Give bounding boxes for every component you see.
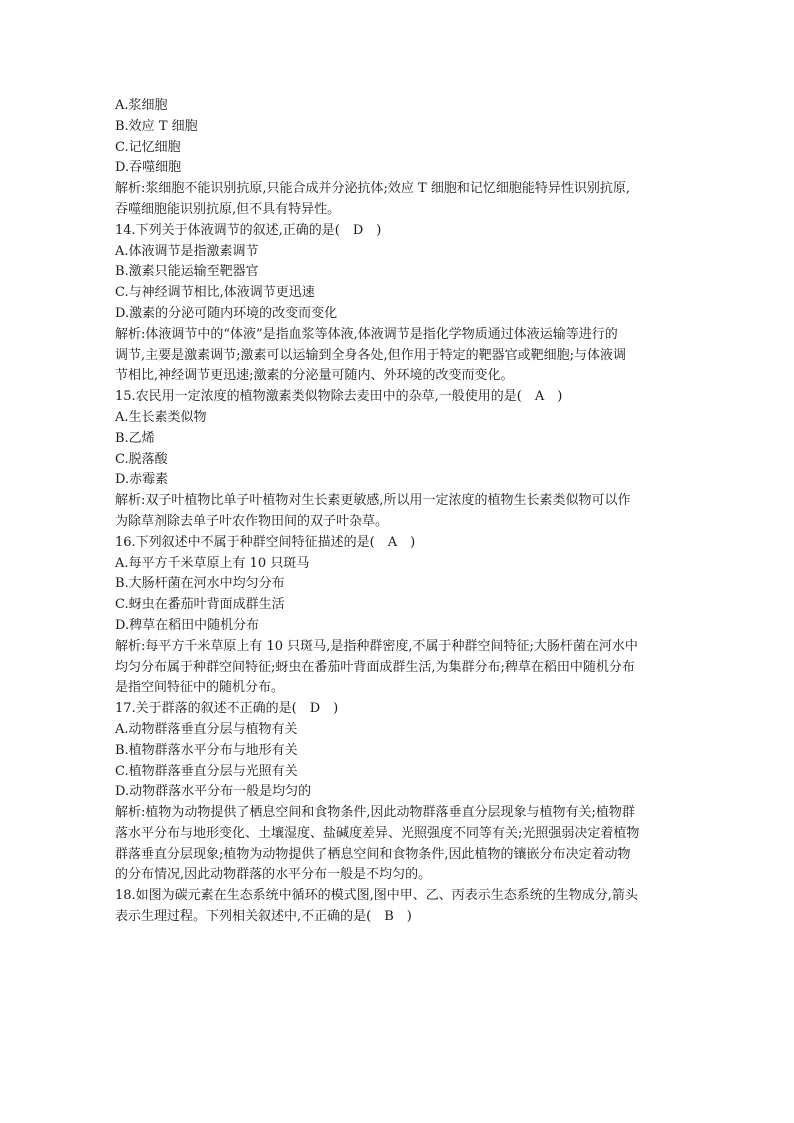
option-line: D.吞噬细胞 [115, 160, 182, 176]
option-line: C.蚜虫在番茄叶背面成群生活 [115, 597, 285, 613]
option-line: A.生长素类似物 [115, 409, 207, 425]
option-line: A.浆细胞 [115, 98, 168, 113]
question-18-stem: 表示生理过程。下列相关叙述中,不正确的是( B ) [115, 909, 412, 925]
question-15-stem: 15.农民用一定浓度的植物激素类似物除去麦田中的杂草,一般使用的是( A ) [115, 389, 563, 405]
option-line: D.激素的分泌可随内环境的改变而变化 [115, 305, 338, 321]
explanation-line: 解析:浆细胞不能识别抗原,只能合成并分泌抗体;效应 T 细胞和记忆细胞能特异性识别抗原, [115, 181, 630, 197]
explanation-line: 调节,主要是激素调节;激素可以运输到全身各处,但作用于特定的靶器官或靶细胞;与体液调 [115, 347, 627, 363]
explanation-line: 吞噬细胞能识别抗原,但不具有特异性。 [115, 201, 341, 217]
explanation-line: 群落垂直分层现象;植物为动物提供了栖息空间和食物条件,因此植物的镶嵌分布决定着动物 [115, 846, 631, 862]
option-line: B.大肠杆菌在河水中均匀分布 [115, 576, 285, 592]
question-17-stem: 17.关于群落的叙述不正确的是( D ) [115, 701, 339, 717]
explanation-line: 均匀分布属于种群空间特征;蚜虫在番茄叶背面成群生活,为集群分布;稗草在稻田中随机分布 [115, 659, 635, 675]
explanation-line: 解析:双子叶植物比单子叶植物对生长素更敏感,所以用一定浓度的植物生长素类似物可以作 [115, 493, 631, 509]
option-line: D.赤霉素 [115, 472, 169, 488]
question-text-block [115, 96, 685, 928]
explanation-line: 解析:体液调节中的“体液”是指血浆等体液,体液调节是指化学物质通过体液运输等进行的 [115, 326, 618, 342]
explanation-line: 为除草剂除去单子叶农作物田间的双子叶杂草。 [115, 513, 389, 529]
explanation-line: 落水平分布与地形变化、土壤湿度、盐碱度差异、光照强度不同等有关;光照强弱决定着植物 [115, 825, 640, 841]
option-line: B.激素只能运输至靶器官 [115, 264, 259, 280]
option-line: A.每平方千米草原上有 10 只斑马 [115, 555, 310, 571]
option-line: C.与神经调节相比,体液调节更迅速 [115, 285, 315, 301]
explanation-line: 解析:植物为动物提供了栖息空间和食物条件,因此动物群落垂直分层现象与植物有关;植物群 [115, 805, 635, 821]
option-line: C.记忆细胞 [115, 139, 181, 155]
explanation-line: 是指空间特征中的随机分布。 [115, 680, 285, 696]
option-line: B.效应 T 细胞 [115, 118, 198, 134]
explanation-line: 的分布情况,因此动物群落的水平分布一般是不均匀的。 [115, 867, 432, 883]
explanation-line: 节相比,神经调节更迅速;激素的分泌量可随内、外环境的改变而变化。 [115, 368, 514, 384]
question-16-stem: 16.下列叙述中不属于种群空间特征描述的是( A ) [115, 534, 416, 550]
option-line: B.植物群落水平分布与地形有关 [115, 742, 298, 758]
option-line: C.脱落酸 [115, 451, 168, 467]
option-line: C.植物群落垂直分层与光照有关 [115, 763, 298, 779]
option-line: A.动物群落垂直分层与植物有关 [115, 721, 298, 737]
option-line: D.稗草在稻田中随机分布 [115, 617, 260, 633]
explanation-line: 解析:每平方千米草原上有 10 只斑马,是指种群密度,不属于种群空间特征;大肠杆菌在河水中 [115, 638, 638, 654]
question-18-stem: 18.如图为碳元素在生态系统中循环的模式图,图中甲、乙、丙表示生态系统的生物成分,箭头 [115, 888, 638, 904]
question-14-stem: 14.下列关于体液调节的叙述,正确的是( D ) [115, 222, 382, 238]
option-line: A.体液调节是指激素调节 [115, 243, 259, 259]
option-line: B.乙烯 [115, 430, 155, 446]
option-line: D.动物群落水平分布一般是均匀的 [115, 784, 312, 800]
